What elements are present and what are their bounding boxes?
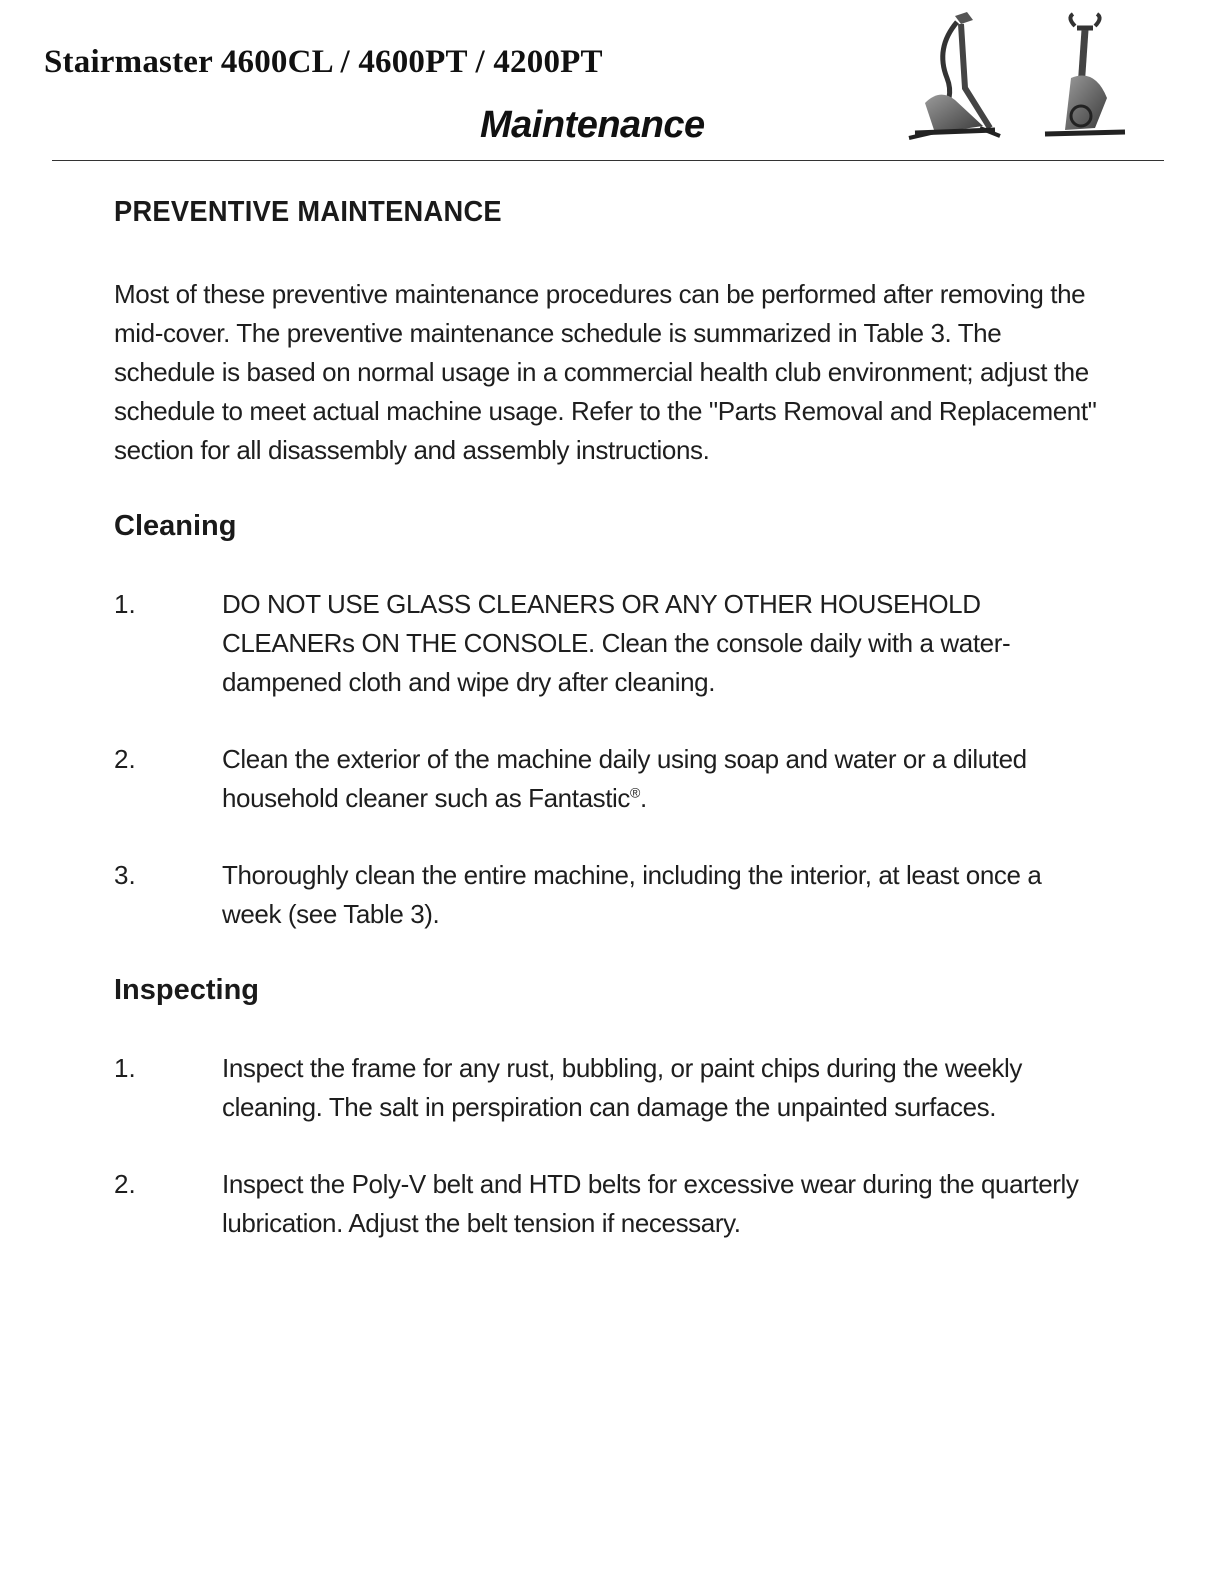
cleaning-heading: Cleaning bbox=[114, 510, 237, 542]
inspecting-list bbox=[114, 1049, 1104, 1243]
list-item bbox=[114, 856, 1104, 934]
item-number: 2. bbox=[114, 744, 136, 774]
cleaning-list bbox=[114, 585, 1104, 934]
registered-mark: ® bbox=[630, 784, 640, 801]
item-number: 1. bbox=[114, 589, 136, 619]
list-item bbox=[114, 585, 1104, 702]
list-item bbox=[114, 1049, 1104, 1127]
intro-paragraph: Most of these preventive maintenance procedures can be performed after removing the mid-cover. The preventive maintenance schedule is summarized in Table 3. The schedule is based on normal usage in a commercial health club environment; adjust the schedule to meet actual machine usage. Refer to the "Parts Removal and Replacement" section for all disassembly and assembly instructions. bbox=[114, 279, 1097, 465]
item-number: 1. bbox=[114, 1053, 136, 1083]
stepper-machine-icon bbox=[909, 12, 1000, 138]
header-divider bbox=[52, 160, 1164, 161]
section-banner: Maintenance bbox=[480, 104, 705, 146]
section-heading: PREVENTIVE MAINTENANCE bbox=[114, 196, 502, 228]
document-title: Stairmaster 4600CL / 4600PT / 4200PT bbox=[44, 44, 603, 80]
upright-bike-icon bbox=[1045, 14, 1125, 134]
list-item bbox=[114, 1165, 1104, 1243]
item-text-wrapper bbox=[222, 740, 1104, 818]
item-suffix: . bbox=[639, 783, 647, 813]
main-content bbox=[114, 196, 1104, 1281]
item-text: Clean the exterior of the machine daily using soap and water or a diluted household cleaner such as Fantastic bbox=[222, 744, 1027, 813]
list-item bbox=[114, 740, 1104, 818]
inspecting-heading: Inspecting bbox=[114, 974, 260, 1006]
item-text: Inspect the Poly-V belt and HTD belts for excessive wear during the quarterly lubrication. Adjust the belt tension if necessary. bbox=[222, 1169, 1079, 1238]
item-text: Thoroughly clean the entire machine, including the interior, at least once a week (see Table 3). bbox=[222, 860, 1042, 929]
item-text: Inspect the frame for any rust, bubbling, or paint chips during the weekly cleaning. The salt in perspiration can damage the unpainted surfaces. bbox=[222, 1053, 1022, 1122]
item-number: 3. bbox=[114, 860, 136, 890]
item-text: DO NOT USE GLASS CLEANERS OR ANY OTHER HOUSEHOLD CLEANERs ON THE CONSOLE. Clean the console daily with a water-dampened cloth and wipe dry after cleaning. bbox=[222, 589, 1011, 697]
stair-climber-machines-illustration bbox=[895, 8, 1135, 153]
item-number: 2. bbox=[114, 1169, 136, 1199]
